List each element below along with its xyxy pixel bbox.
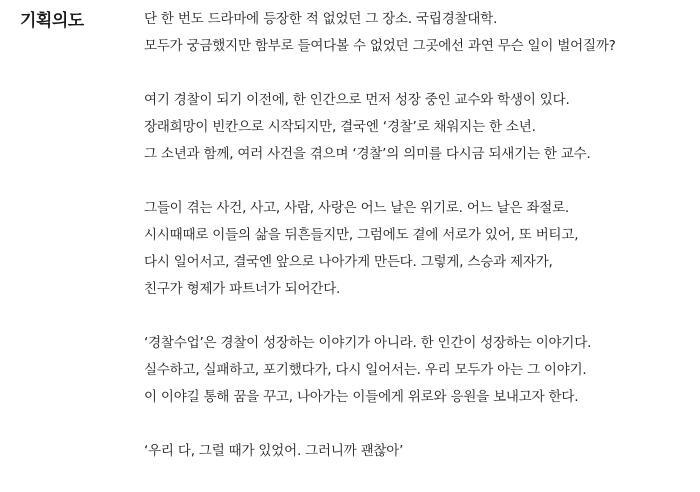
text-line: ‘경찰수업’은 경찰이 성장하는 이야기가 아니라. 한 인간이 성장하는 이야기다. (144, 335, 592, 351)
text-line: 단 한 번도 드라마에 등장한 적 없었던 그 장소. 국립경찰대학. (144, 11, 498, 27)
paragraph (144, 6, 694, 60)
text-line: 이 이야길 통해 꿈을 꾸고, 나아가는 이들에게 위로와 응원을 보내고자 한다. (144, 389, 579, 405)
text-line: 여기 경찰이 되기 이전에, 한 인간으로 먼저 성장 중인 교수와 학생이 있다. (144, 92, 570, 108)
text-line: ‘우리 다, 그럴 때가 있었어. 그러니까 괜찮아’ (144, 443, 404, 459)
text-line: 친구가 형제가 파트너가 되어간다. (144, 281, 341, 297)
text-line: 시시때때로 이들의 삶을 뒤흔들지만, 그럼에도 곁에 서로가 있어, 또 버티고, (144, 227, 579, 243)
section-body (144, 6, 694, 492)
paragraph (144, 438, 694, 465)
text-line: 다시 일어서고, 결국엔 앞으로 나아가게 만든다. 그렇게, 스승과 제자가, (144, 254, 553, 270)
paragraph (144, 87, 694, 168)
paragraph (144, 330, 694, 411)
text-line: 모두가 궁금했지만 함부로 들여다볼 수 없었던 그곳에선 과연 무슨 일이 벌어질까? (144, 38, 616, 54)
text-line: 실수하고, 실패하고, 포기했다가, 다시 일어서는. 우리 모두가 아는 그 이야기. (144, 362, 587, 378)
section-heading: 기획의도 (20, 11, 84, 31)
text-line: 장래희망이 빈칸으로 시작되지만, 결국엔 ‘경찰’로 채워지는 한 소년. (144, 119, 536, 135)
text-line: 그 소년과 함께, 여러 사건을 겪으며 ‘경찰’의 의미를 다시금 되새기는 한 교수. (144, 146, 591, 162)
text-line: 그들이 겪는 사건, 사고, 사람, 사랑은 어느 날은 위기로. 어느 날은 좌절로. (144, 200, 570, 216)
paragraph (144, 195, 694, 303)
